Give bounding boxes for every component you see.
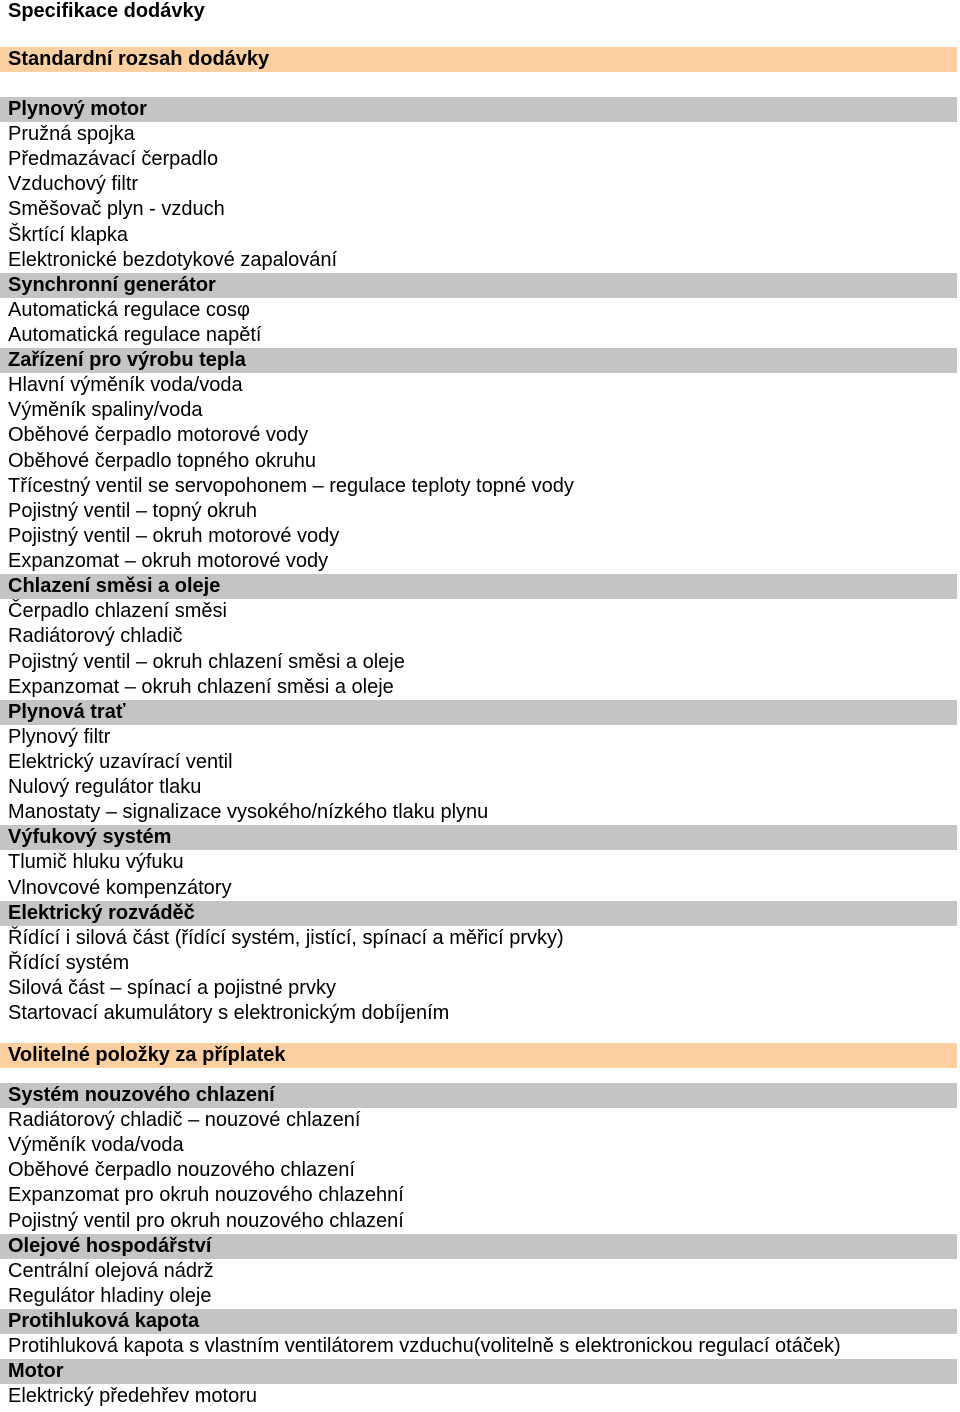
list-item: Škrtící klapka [8,223,129,246]
optional-groups [0,1083,960,1409]
list-item: Expanzomat pro okruh nouzového chlazehní [8,1184,404,1207]
list-item: Centrální olejová nádrž [8,1259,214,1282]
list-item: Expanzomat – okruh chlazení směsi a oleje [8,675,394,698]
standard-groups [0,97,960,1026]
list-item: Pružná spojka [8,123,135,145]
optional-items-section [0,1043,960,1409]
group-header: Elektrický rozváděč [0,901,957,926]
list-item: Radiátorový chladič [8,625,183,648]
list-item: Oběhové čerpadlo motorové vody [8,424,309,447]
list-item: Automatická regulace cosφ [8,298,250,321]
list-item: Třícestný ventil se servopohonem – regulace teploty topné vody [8,474,574,497]
list-item: Výměník voda/voda [8,1134,184,1157]
list-item: Elektrický předehřev motoru [8,1385,257,1408]
group-header: Protihluková kapota [0,1309,957,1334]
group-header: Plynový motor [0,97,957,122]
list-item: Regulátor hladiny oleje [8,1284,212,1307]
optional-items-heading: Volitelné položky za příplatek [0,1043,957,1068]
group-header: Zařízení pro výrobu tepla [0,348,957,373]
list-item: Řídící i silová část (řídící systém, jistící, spínací a měřicí prvky) [8,926,564,949]
list-item: Pojistný ventil – topný okruh [8,499,258,522]
list-item: Nulový regulátor tlaku [8,776,202,799]
group-header: Plynová trať [0,700,957,725]
list-item: Řídící systém [8,951,130,974]
list-item: Silová část – spínací a pojistné prvky [8,976,336,999]
list-item: Pojistný ventil – okruh motorové vody [8,524,340,547]
list-item: Oběhové čerpadlo topného okruhu [8,449,317,472]
list-item: Expanzomat – okruh motorové vody [8,550,329,573]
list-item: Tlumič hluku výfuku [8,851,184,874]
list-item: Protihluková kapota s vlastním ventilátorem vzduchu(volitelně s elektronickou regulací otáček) [8,1334,841,1357]
list-item: Čerpadlo chlazení směsi [8,600,227,623]
list-item: Vzduchový filtr [8,173,139,196]
group-header: Výfukový systém [0,825,957,850]
list-item: Radiátorový chladič – nouzové chlazení [8,1109,361,1131]
group-header: Systém nouzového chlazení [0,1083,957,1108]
list-item: Hlavní výměník voda/voda [8,374,243,397]
group-header: Chlazení směsi a oleje [0,574,957,599]
list-item: Oběhové čerpadlo nouzového chlazení [8,1159,355,1182]
list-item: Pojistný ventil – okruh chlazení směsi a oleje [8,650,405,673]
list-item: Automatická regulace napětí [8,323,262,346]
standard-scope-heading: Standardní rozsah dodávky [0,47,957,72]
group-header: Motor [0,1359,957,1384]
section-gap [0,1068,960,1083]
list-item: Vlnovcové kompenzátory [8,876,232,899]
document-title: Specifikace dodávky [8,0,205,22]
list-item: Manostaty – signalizace vysokého/nízkého tlaku plynu [8,801,489,824]
list-item: Plynový filtr [8,725,111,748]
list-item: Elektronické bezdotykové zapalování [8,248,338,271]
list-item: Startovací akumulátory s elektronickým dobíjením [8,1002,450,1025]
list-item: Výměník spaliny/voda [8,399,203,422]
list-item: Pojistný ventil pro okruh nouzového chlazení [8,1209,404,1232]
list-item: Směšovač plyn - vzduch [8,198,225,221]
standard-scope-section [0,47,960,1026]
group-header: Synchronní generátor [0,273,957,298]
list-item: Předmazávací čerpadlo [8,148,219,171]
list-item: Elektrický uzavírací ventil [8,750,233,773]
section-gap [0,72,960,97]
group-header: Olejové hospodářství [0,1234,957,1259]
